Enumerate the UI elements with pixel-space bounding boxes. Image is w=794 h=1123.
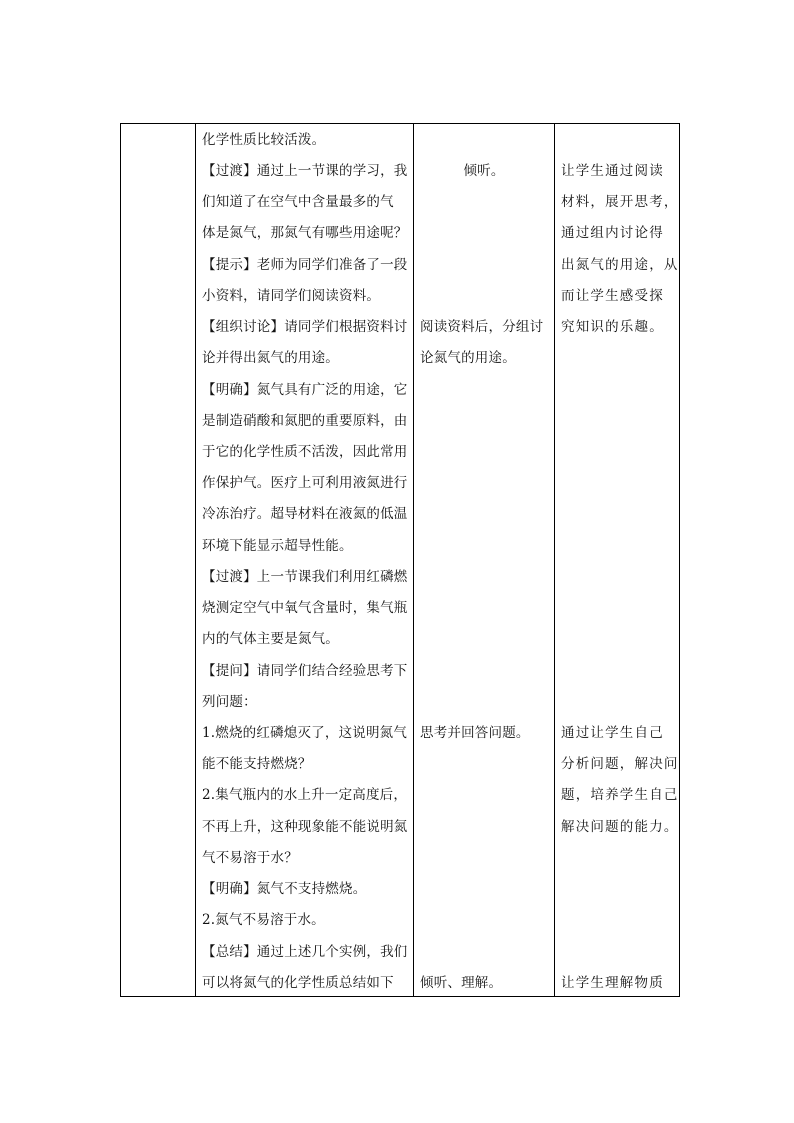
student-line: 论氮气的用途。 bbox=[420, 350, 516, 366]
teacher-activity-cell bbox=[196, 124, 414, 997]
teacher-line: 2.集气瓶内的水上升一定高度后， bbox=[202, 787, 408, 803]
teacher-line: 1.燃烧的红磷熄灭了，这说明氮气 bbox=[202, 725, 408, 741]
teacher-line: 可以将氮气的化学性质总结如下 bbox=[202, 975, 394, 991]
teacher-line: 作保护气。医疗上可利用液氮进行 bbox=[202, 475, 408, 491]
teacher-line: 2.氮气不易溶于水。 bbox=[202, 912, 325, 928]
student-line: 倾听。 bbox=[463, 163, 505, 179]
intent-line: 究知识的乐趣。 bbox=[561, 319, 664, 335]
teacher-line: 们知道了在空气中含量最多的气 bbox=[202, 194, 394, 210]
teacher-line: 【过渡】上一节课我们利用红磷燃 bbox=[202, 569, 408, 585]
teacher-line: 【提示】老师为同学们准备了一段 bbox=[202, 257, 408, 273]
intent-line: 让学生理解物质 bbox=[561, 975, 664, 991]
teacher-line: 【总结】通过上述几个实例，我们 bbox=[202, 944, 408, 960]
teacher-line: 不再上升，这种现象能不能说明氮 bbox=[202, 819, 408, 835]
intent-line: 让学生通过阅读 bbox=[561, 163, 664, 179]
teacher-line: 体是氮气，那氮气有哪些用途呢？ bbox=[202, 225, 408, 241]
student-activity-cell bbox=[414, 124, 555, 997]
teacher-line: 气不易溶于水？ bbox=[202, 850, 298, 866]
student-line: 阅读资料后，分组讨 bbox=[420, 319, 544, 335]
teacher-line: 【明确】氮气具有广泛的用途，它 bbox=[202, 382, 408, 398]
teacher-line: 小资料，请同学们阅读资料。 bbox=[202, 288, 381, 304]
table-row bbox=[121, 124, 680, 997]
teacher-line: 【提问】请同学们结合经验思考下 bbox=[202, 663, 408, 679]
intent-line: 材料，展开思考， bbox=[561, 194, 679, 210]
design-intent-cell bbox=[555, 124, 680, 997]
intent-line: 而让学生感受探 bbox=[561, 288, 664, 304]
intent-line: 出氮气的用途，从 bbox=[561, 257, 679, 273]
intent-line: 题，培养学生自己 bbox=[561, 787, 679, 803]
teacher-line: 化学性质比较活泼。 bbox=[202, 132, 326, 148]
lesson-plan-table bbox=[120, 123, 680, 997]
teacher-line: 【组织讨论】请同学们根据资料讨 bbox=[202, 319, 408, 335]
intent-line: 分析问题，解决问 bbox=[561, 756, 679, 772]
stage-cell bbox=[121, 124, 196, 997]
student-line: 思考并回答问题。 bbox=[420, 725, 530, 741]
teacher-line: 环境下能显示超导性能。 bbox=[202, 538, 353, 554]
teacher-line: 【过渡】通过上一节课的学习，我 bbox=[202, 163, 408, 179]
intent-line: 通过让学生自己 bbox=[561, 725, 664, 741]
teacher-line: 论并得出氮气的用途。 bbox=[202, 350, 339, 366]
intent-line: 解决问题的能力。 bbox=[561, 819, 679, 835]
teacher-line: 冷冻治疗。超导材料在液氮的低温 bbox=[202, 506, 408, 522]
teacher-line: 能不能支持燃烧？ bbox=[202, 756, 312, 772]
teacher-line: 内的气体主要是氮气。 bbox=[202, 631, 339, 647]
teacher-line: 烧测定空气中氧气含量时，集气瓶 bbox=[202, 600, 408, 616]
intent-line: 通过组内讨论得 bbox=[561, 225, 664, 241]
teacher-line: 列问题： bbox=[202, 694, 257, 710]
teacher-line: 【明确】氮气不支持燃烧。 bbox=[202, 881, 367, 897]
teacher-line: 是制造硝酸和氮肥的重要原料，由 bbox=[202, 413, 408, 429]
student-line: 倾听、理解。 bbox=[420, 975, 503, 991]
teacher-line: 于它的化学性质不活泼，因此常用 bbox=[202, 444, 408, 460]
